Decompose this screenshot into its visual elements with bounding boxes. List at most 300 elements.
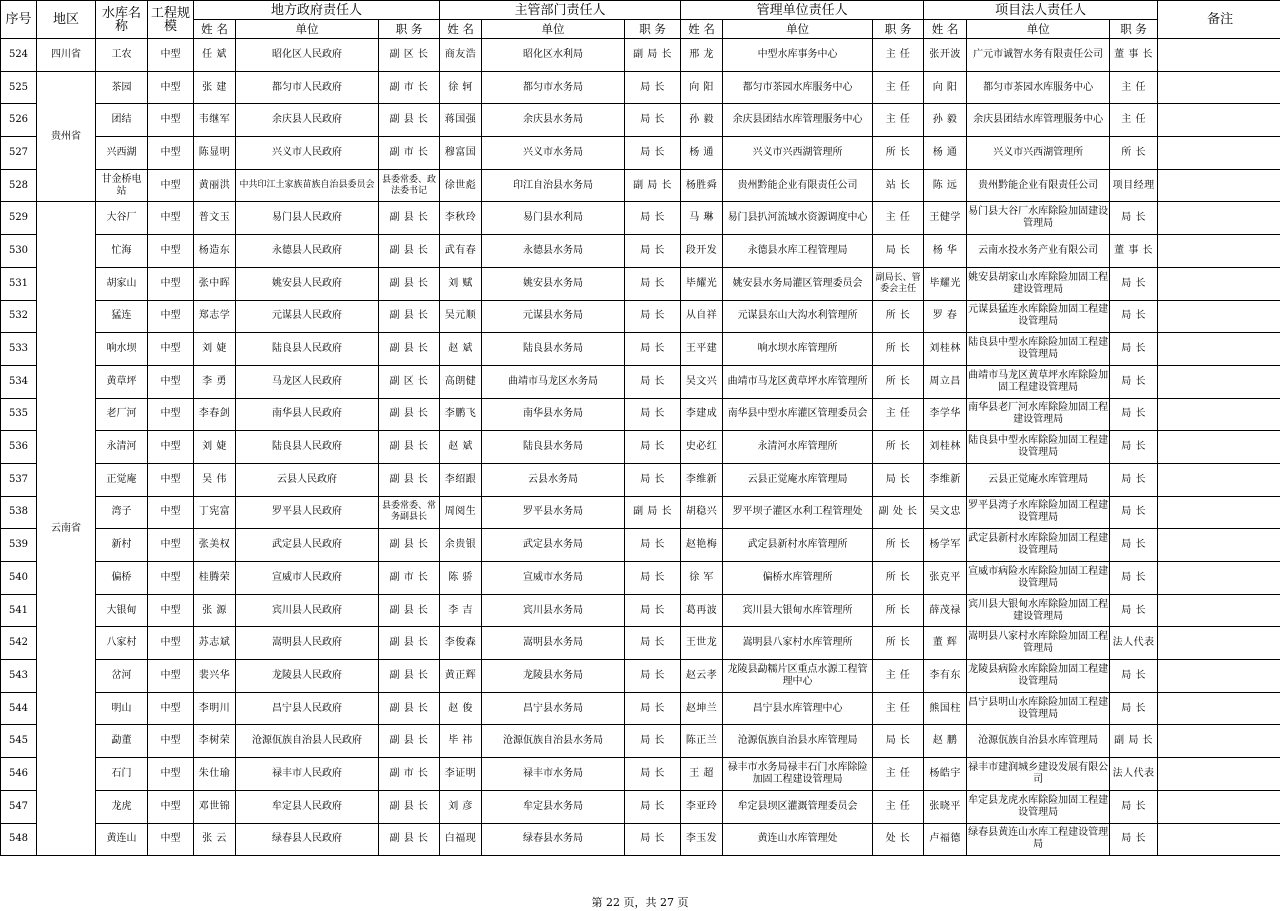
gov-name-cell: 刘 婕: [194, 333, 236, 366]
reservoir-cell: 工农: [96, 39, 148, 72]
gov-unit-cell: 昌宁县人民政府: [236, 692, 379, 725]
mgmt-position-cell: 所 长: [873, 431, 924, 464]
legal-position-cell: 局 长: [1110, 398, 1158, 431]
gov-name-cell: 黄丽洪: [194, 169, 236, 202]
mgmt-position-cell: 主 任: [873, 660, 924, 693]
header-legal-position: 职 务: [1110, 20, 1158, 39]
dept-position-cell: 局 长: [625, 300, 681, 333]
dept-position-cell: 局 长: [625, 267, 681, 300]
gov-name-cell: 任 斌: [194, 39, 236, 72]
dept-name-cell: 徐 轲: [440, 71, 482, 104]
gov-name-cell: 张 云: [194, 823, 236, 856]
mgmt-position-cell: 局 长: [873, 725, 924, 758]
gov-position-cell: 副 县 长: [379, 463, 440, 496]
dept-name-cell: 赵 俊: [440, 692, 482, 725]
scale-cell: 中型: [148, 790, 194, 823]
seq-cell: 546: [1, 758, 37, 791]
mgmt-unit-cell: 沧源佤族自治县水库管理局: [723, 725, 873, 758]
scale-cell: 中型: [148, 137, 194, 170]
mgmt-unit-cell: 南华县中型水库灌区管理委员会: [723, 398, 873, 431]
mgmt-unit-cell: 牟定县坝区灌溉管理委员会: [723, 790, 873, 823]
mgmt-position-cell: 所 长: [873, 333, 924, 366]
dept-position-cell: 局 长: [625, 594, 681, 627]
legal-unit-cell: 绿春县黄连山水库工程建设管理局: [967, 823, 1110, 856]
scale-cell: 中型: [148, 71, 194, 104]
legal-position-cell: 主 任: [1110, 104, 1158, 137]
legal-unit-cell: 宣威市病险水库除险加固工程建设管理局: [967, 562, 1110, 595]
dept-name-cell: 穆富国: [440, 137, 482, 170]
reservoir-cell: 胡家山: [96, 267, 148, 300]
header-mgmt: 管理单位责任人: [681, 1, 924, 20]
gov-unit-cell: 兴义市人民政府: [236, 137, 379, 170]
mgmt-name-cell: 陈正兰: [681, 725, 723, 758]
dept-unit-cell: 罗平县水务局: [482, 496, 625, 529]
legal-unit-cell: 龙陵县病险水库除险加固工程建设管理局: [967, 660, 1110, 693]
dept-unit-cell: 绿春县水务局: [482, 823, 625, 856]
table-row: [1, 529, 1280, 562]
gov-name-cell: 张 源: [194, 594, 236, 627]
mgmt-unit-cell: 武定县新村水库管理所: [723, 529, 873, 562]
reservoir-cell: 正觉庵: [96, 463, 148, 496]
legal-position-cell: 副 局 长: [1110, 725, 1158, 758]
scale-cell: 中型: [148, 627, 194, 660]
legal-position-cell: 局 长: [1110, 594, 1158, 627]
scale-cell: 中型: [148, 267, 194, 300]
dept-unit-cell: 昌宁县水务局: [482, 692, 625, 725]
dept-name-cell: 刘 彦: [440, 790, 482, 823]
mgmt-position-cell: 主 任: [873, 790, 924, 823]
legal-unit-cell: 云县正觉庵水库管理局: [967, 463, 1110, 496]
reservoir-cell: 新村: [96, 529, 148, 562]
remark-cell: [1158, 300, 1280, 333]
legal-position-cell: 局 长: [1110, 790, 1158, 823]
dept-unit-cell: 沧源佤族自治县水务局: [482, 725, 625, 758]
gov-position-cell: 副 县 长: [379, 104, 440, 137]
remark-cell: [1158, 71, 1280, 104]
mgmt-position-cell: 局 长: [873, 463, 924, 496]
dept-unit-cell: 嵩明县水务局: [482, 627, 625, 660]
mgmt-unit-cell: 易门县扒河流域水资源调度中心: [723, 202, 873, 235]
gov-unit-cell: 陆良县人民政府: [236, 431, 379, 464]
legal-position-cell: 局 长: [1110, 692, 1158, 725]
gov-name-cell: 吴 伟: [194, 463, 236, 496]
header-legal: 项目法人责任人: [924, 1, 1158, 20]
dept-position-cell: 局 长: [625, 660, 681, 693]
legal-name-cell: 李维新: [924, 463, 967, 496]
gov-position-cell: 副 市 长: [379, 137, 440, 170]
reservoir-cell: 茶园: [96, 71, 148, 104]
mgmt-position-cell: 处 长: [873, 823, 924, 856]
header-gov-position: 职 务: [379, 20, 440, 39]
gov-unit-cell: 沧源佤族自治县人民政府: [236, 725, 379, 758]
legal-unit-cell: 云南水投水务产业有限公司: [967, 235, 1110, 268]
mgmt-unit-cell: 贵州黔能企业有限责任公司: [723, 169, 873, 202]
seq-cell: 547: [1, 790, 37, 823]
legal-name-cell: 向 阳: [924, 71, 967, 104]
legal-unit-cell: 陆良县中型水库除险加固工程建设管理局: [967, 431, 1110, 464]
legal-name-cell: 李有东: [924, 660, 967, 693]
dept-unit-cell: 易门县水利局: [482, 202, 625, 235]
gov-position-cell: 副 县 长: [379, 823, 440, 856]
dept-unit-cell: 南华县水务局: [482, 398, 625, 431]
scale-cell: 中型: [148, 300, 194, 333]
mgmt-position-cell: 副局长、管委会主任: [873, 267, 924, 300]
table-row: [1, 790, 1280, 823]
reservoir-cell: 龙虎: [96, 790, 148, 823]
table-row: [1, 496, 1280, 529]
legal-unit-cell: 元谋县猛连水库除险加固工程建设管理局: [967, 300, 1110, 333]
remark-cell: [1158, 562, 1280, 595]
dept-name-cell: 高朗健: [440, 365, 482, 398]
mgmt-name-cell: 从自祥: [681, 300, 723, 333]
scale-cell: 中型: [148, 431, 194, 464]
mgmt-position-cell: 主 任: [873, 104, 924, 137]
scale-cell: 中型: [148, 562, 194, 595]
remark-cell: [1158, 594, 1280, 627]
scale-cell: 中型: [148, 169, 194, 202]
legal-name-cell: 张晓平: [924, 790, 967, 823]
mgmt-unit-cell: 昌宁县水库管理中心: [723, 692, 873, 725]
dept-position-cell: 局 长: [625, 104, 681, 137]
mgmt-position-cell: 局 长: [873, 235, 924, 268]
table-row: [1, 594, 1280, 627]
scale-cell: 中型: [148, 104, 194, 137]
legal-unit-cell: 罗平县湾子水库除险加固工程建设管理局: [967, 496, 1110, 529]
mgmt-name-cell: 杨 通: [681, 137, 723, 170]
dept-unit-cell: 兴义市水务局: [482, 137, 625, 170]
dept-name-cell: 赵 斌: [440, 431, 482, 464]
dept-name-cell: 黄正辉: [440, 660, 482, 693]
mgmt-unit-cell: 中型水库事务中心: [723, 39, 873, 72]
legal-position-cell: 董 事 长: [1110, 39, 1158, 72]
seq-cell: 532: [1, 300, 37, 333]
mgmt-unit-cell: 永德县水库工程管理局: [723, 235, 873, 268]
mgmt-unit-cell: 偏桥水库管理所: [723, 562, 873, 595]
table-row: [1, 39, 1280, 72]
header-mgmt-unit: 单位: [723, 20, 873, 39]
gov-name-cell: 张 建: [194, 71, 236, 104]
gov-name-cell: 邓世锦: [194, 790, 236, 823]
seq-cell: 545: [1, 725, 37, 758]
legal-unit-cell: 牟定县龙虎水库除险加固工程建设管理局: [967, 790, 1110, 823]
remark-cell: [1158, 398, 1280, 431]
seq-cell: 530: [1, 235, 37, 268]
header-legal-name: 姓 名: [924, 20, 967, 39]
gov-unit-cell: 易门县人民政府: [236, 202, 379, 235]
reservoir-cell: 勐董: [96, 725, 148, 758]
remark-cell: [1158, 790, 1280, 823]
remark-cell: [1158, 365, 1280, 398]
mgmt-unit-cell: 罗平坝子灌区水利工程管理处: [723, 496, 873, 529]
reservoir-cell: 猛连: [96, 300, 148, 333]
table-row: [1, 627, 1280, 660]
reservoir-cell: 忙海: [96, 235, 148, 268]
scale-cell: 中型: [148, 529, 194, 562]
legal-name-cell: 张开波: [924, 39, 967, 72]
dept-position-cell: 局 长: [625, 790, 681, 823]
gov-position-cell: 县委常委、常务副县长: [379, 496, 440, 529]
legal-unit-cell: 昌宁县明山水库除险加固工程建设管理局: [967, 692, 1110, 725]
gov-position-cell: 副 县 长: [379, 398, 440, 431]
seq-cell: 533: [1, 333, 37, 366]
legal-position-cell: 局 长: [1110, 496, 1158, 529]
seq-cell: 526: [1, 104, 37, 137]
table-row: [1, 137, 1280, 170]
header-legal-unit: 单位: [967, 20, 1110, 39]
dept-unit-cell: 永德县水务局: [482, 235, 625, 268]
gov-unit-cell: 元谋县人民政府: [236, 300, 379, 333]
gov-unit-cell: 余庆县人民政府: [236, 104, 379, 137]
gov-unit-cell: 陆良县人民政府: [236, 333, 379, 366]
reservoir-cell: 大银甸: [96, 594, 148, 627]
legal-unit-cell: 宾川县大银甸水库除险加固工程建设管理局: [967, 594, 1110, 627]
gov-unit-cell: 武定县人民政府: [236, 529, 379, 562]
header-scale: 工程规模: [148, 1, 194, 39]
remark-cell: [1158, 660, 1280, 693]
dept-position-cell: 局 长: [625, 627, 681, 660]
reservoir-cell: 兴西湖: [96, 137, 148, 170]
gov-name-cell: 韦继军: [194, 104, 236, 137]
seq-cell: 541: [1, 594, 37, 627]
mgmt-unit-cell: 禄丰市水务局禄丰石门水库除险加固工程建设管理局: [723, 758, 873, 791]
seq-cell: 527: [1, 137, 37, 170]
gov-name-cell: 李春剑: [194, 398, 236, 431]
dept-name-cell: 商友浩: [440, 39, 482, 72]
mgmt-position-cell: 所 长: [873, 529, 924, 562]
mgmt-position-cell: 主 任: [873, 71, 924, 104]
gov-unit-cell: 永德县人民政府: [236, 235, 379, 268]
reservoir-cell: 老厂河: [96, 398, 148, 431]
dept-name-cell: 周阅生: [440, 496, 482, 529]
reservoir-cell: 明山: [96, 692, 148, 725]
gov-unit-cell: 牟定县人民政府: [236, 790, 379, 823]
gov-name-cell: 陈显明: [194, 137, 236, 170]
remark-cell: [1158, 235, 1280, 268]
legal-position-cell: 局 长: [1110, 431, 1158, 464]
table-row: [1, 398, 1280, 431]
remark-cell: [1158, 463, 1280, 496]
table-row: [1, 823, 1280, 856]
scale-cell: 中型: [148, 496, 194, 529]
dept-unit-cell: 元谋县水务局: [482, 300, 625, 333]
legal-name-cell: 杨学军: [924, 529, 967, 562]
legal-unit-cell: 广元市诚智水务有限责任公司: [967, 39, 1110, 72]
gov-unit-cell: 龙陵县人民政府: [236, 660, 379, 693]
legal-position-cell: 局 长: [1110, 823, 1158, 856]
mgmt-name-cell: 王世龙: [681, 627, 723, 660]
gov-position-cell: 副 县 长: [379, 594, 440, 627]
mgmt-name-cell: 赵艳梅: [681, 529, 723, 562]
scale-cell: 中型: [148, 39, 194, 72]
seq-cell: 539: [1, 529, 37, 562]
scale-cell: 中型: [148, 692, 194, 725]
page-footer: 第 22 页，共 27 页: [591, 896, 689, 909]
gov-name-cell: 杨造东: [194, 235, 236, 268]
header-mgmt-position: 职 务: [873, 20, 924, 39]
seq-cell: 542: [1, 627, 37, 660]
remark-cell: [1158, 431, 1280, 464]
gov-position-cell: 副 县 长: [379, 333, 440, 366]
dept-position-cell: 局 长: [625, 823, 681, 856]
header-mgmt-name: 姓 名: [681, 20, 723, 39]
legal-name-cell: 吴文忠: [924, 496, 967, 529]
seq-cell: 537: [1, 463, 37, 496]
dept-unit-cell: 陆良县水务局: [482, 333, 625, 366]
dept-position-cell: 局 长: [625, 71, 681, 104]
legal-name-cell: 薛茂禄: [924, 594, 967, 627]
dept-name-cell: 武有春: [440, 235, 482, 268]
dept-unit-cell: 昭化区水利局: [482, 39, 625, 72]
mgmt-name-cell: 段开发: [681, 235, 723, 268]
dept-name-cell: 李俊森: [440, 627, 482, 660]
header-gov-name: 姓 名: [194, 20, 236, 39]
table-row: [1, 692, 1280, 725]
legal-unit-cell: 贵州黔能企业有限责任公司: [967, 169, 1110, 202]
gov-position-cell: 副 县 长: [379, 627, 440, 660]
dept-unit-cell: 禄丰市水务局: [482, 758, 625, 791]
mgmt-position-cell: 所 长: [873, 365, 924, 398]
gov-name-cell: 刘 婕: [194, 431, 236, 464]
dept-name-cell: 余贵银: [440, 529, 482, 562]
mgmt-position-cell: 所 长: [873, 594, 924, 627]
mgmt-name-cell: 赵云孝: [681, 660, 723, 693]
legal-unit-cell: 曲靖市马龙区黄草坪水库除险加固工程建设管理局: [967, 365, 1110, 398]
gov-position-cell: 副 市 长: [379, 562, 440, 595]
header-dept-position: 职 务: [625, 20, 681, 39]
region-cell: 四川省: [37, 39, 96, 72]
seq-cell: 544: [1, 692, 37, 725]
gov-unit-cell: 云县人民政府: [236, 463, 379, 496]
legal-position-cell: 局 长: [1110, 202, 1158, 235]
seq-cell: 540: [1, 562, 37, 595]
legal-name-cell: 刘桂林: [924, 431, 967, 464]
scale-cell: 中型: [148, 463, 194, 496]
gov-name-cell: 张美权: [194, 529, 236, 562]
gov-position-cell: 副 县 长: [379, 202, 440, 235]
gov-unit-cell: 绿春县人民政府: [236, 823, 379, 856]
legal-position-cell: 局 长: [1110, 300, 1158, 333]
reservoir-cell: 岔河: [96, 660, 148, 693]
gov-position-cell: 副 市 长: [379, 71, 440, 104]
gov-name-cell: 桂腾荣: [194, 562, 236, 595]
dept-position-cell: 局 长: [625, 398, 681, 431]
seq-cell: 525: [1, 71, 37, 104]
header-dept: 主管部门责任人: [440, 1, 681, 20]
legal-name-cell: 王健学: [924, 202, 967, 235]
remark-cell: [1158, 627, 1280, 660]
reservoir-cell: 团结: [96, 104, 148, 137]
gov-position-cell: 副 县 长: [379, 790, 440, 823]
table-row: [1, 333, 1280, 366]
gov-unit-cell: 禄丰市人民政府: [236, 758, 379, 791]
mgmt-position-cell: 所 长: [873, 627, 924, 660]
gov-position-cell: 副 区 长: [379, 39, 440, 72]
legal-position-cell: 项目经理: [1110, 169, 1158, 202]
mgmt-unit-cell: 响水坝水库管理所: [723, 333, 873, 366]
mgmt-name-cell: 邢 龙: [681, 39, 723, 72]
table-row: [1, 267, 1280, 300]
mgmt-name-cell: 李玉发: [681, 823, 723, 856]
remark-cell: [1158, 529, 1280, 562]
gov-position-cell: 副 县 长: [379, 235, 440, 268]
region-cell: 贵州省: [37, 71, 96, 202]
header-seq: 序号: [1, 1, 37, 39]
remark-cell: [1158, 725, 1280, 758]
mgmt-name-cell: 葛再波: [681, 594, 723, 627]
legal-name-cell: 孙 毅: [924, 104, 967, 137]
dept-unit-cell: 都匀市水务局: [482, 71, 625, 104]
legal-position-cell: 法人代表: [1110, 758, 1158, 791]
gov-name-cell: 李树荣: [194, 725, 236, 758]
mgmt-unit-cell: 宾川县大银甸水库管理所: [723, 594, 873, 627]
legal-position-cell: 董 事 长: [1110, 235, 1158, 268]
dept-unit-cell: 曲靖市马龙区水务局: [482, 365, 625, 398]
dept-position-cell: 局 长: [625, 529, 681, 562]
dept-position-cell: 局 长: [625, 463, 681, 496]
reservoir-cell: 八家村: [96, 627, 148, 660]
legal-name-cell: 张克平: [924, 562, 967, 595]
table-row: [1, 660, 1280, 693]
header-region: 地区: [37, 1, 96, 39]
reservoir-cell: 响水坝: [96, 333, 148, 366]
scale-cell: 中型: [148, 660, 194, 693]
mgmt-name-cell: 王平建: [681, 333, 723, 366]
table-row: [1, 235, 1280, 268]
legal-unit-cell: 余庆县团结水库管理服务中心: [967, 104, 1110, 137]
remark-cell: [1158, 692, 1280, 725]
remark-cell: [1158, 823, 1280, 856]
scale-cell: 中型: [148, 202, 194, 235]
mgmt-position-cell: 所 长: [873, 137, 924, 170]
legal-position-cell: 局 长: [1110, 267, 1158, 300]
mgmt-name-cell: 李建成: [681, 398, 723, 431]
remark-cell: [1158, 496, 1280, 529]
table-row: [1, 169, 1280, 202]
legal-unit-cell: 禄丰市建润城乡建设发展有限公司: [967, 758, 1110, 791]
mgmt-name-cell: 孙 毅: [681, 104, 723, 137]
table-row: [1, 725, 1280, 758]
legal-position-cell: 局 长: [1110, 463, 1158, 496]
dept-position-cell: 局 长: [625, 137, 681, 170]
dept-name-cell: 李绍跟: [440, 463, 482, 496]
mgmt-unit-cell: 黄连山水库管理处: [723, 823, 873, 856]
remark-cell: [1158, 39, 1280, 72]
dept-unit-cell: 龙陵县水务局: [482, 660, 625, 693]
dept-name-cell: 毕 祎: [440, 725, 482, 758]
gov-name-cell: 李明川: [194, 692, 236, 725]
reservoir-cell: 黄连山: [96, 823, 148, 856]
dept-position-cell: 局 长: [625, 758, 681, 791]
legal-position-cell: 局 长: [1110, 365, 1158, 398]
gov-name-cell: 朱仕瑜: [194, 758, 236, 791]
gov-name-cell: 裴兴华: [194, 660, 236, 693]
scale-cell: 中型: [148, 823, 194, 856]
mgmt-name-cell: 徐 军: [681, 562, 723, 595]
remark-cell: [1158, 202, 1280, 235]
dept-position-cell: 局 长: [625, 692, 681, 725]
mgmt-name-cell: 王 超: [681, 758, 723, 791]
legal-unit-cell: 武定县新村水库除险加固工程建设管理局: [967, 529, 1110, 562]
dept-position-cell: 局 长: [625, 365, 681, 398]
gov-unit-cell: 都匀市人民政府: [236, 71, 379, 104]
remark-cell: [1158, 333, 1280, 366]
mgmt-unit-cell: 永清河水库管理所: [723, 431, 873, 464]
mgmt-name-cell: 杨胜舜: [681, 169, 723, 202]
legal-position-cell: 局 长: [1110, 562, 1158, 595]
dept-name-cell: 吴元顺: [440, 300, 482, 333]
mgmt-unit-cell: 都匀市茶园水库服务中心: [723, 71, 873, 104]
remark-cell: [1158, 104, 1280, 137]
